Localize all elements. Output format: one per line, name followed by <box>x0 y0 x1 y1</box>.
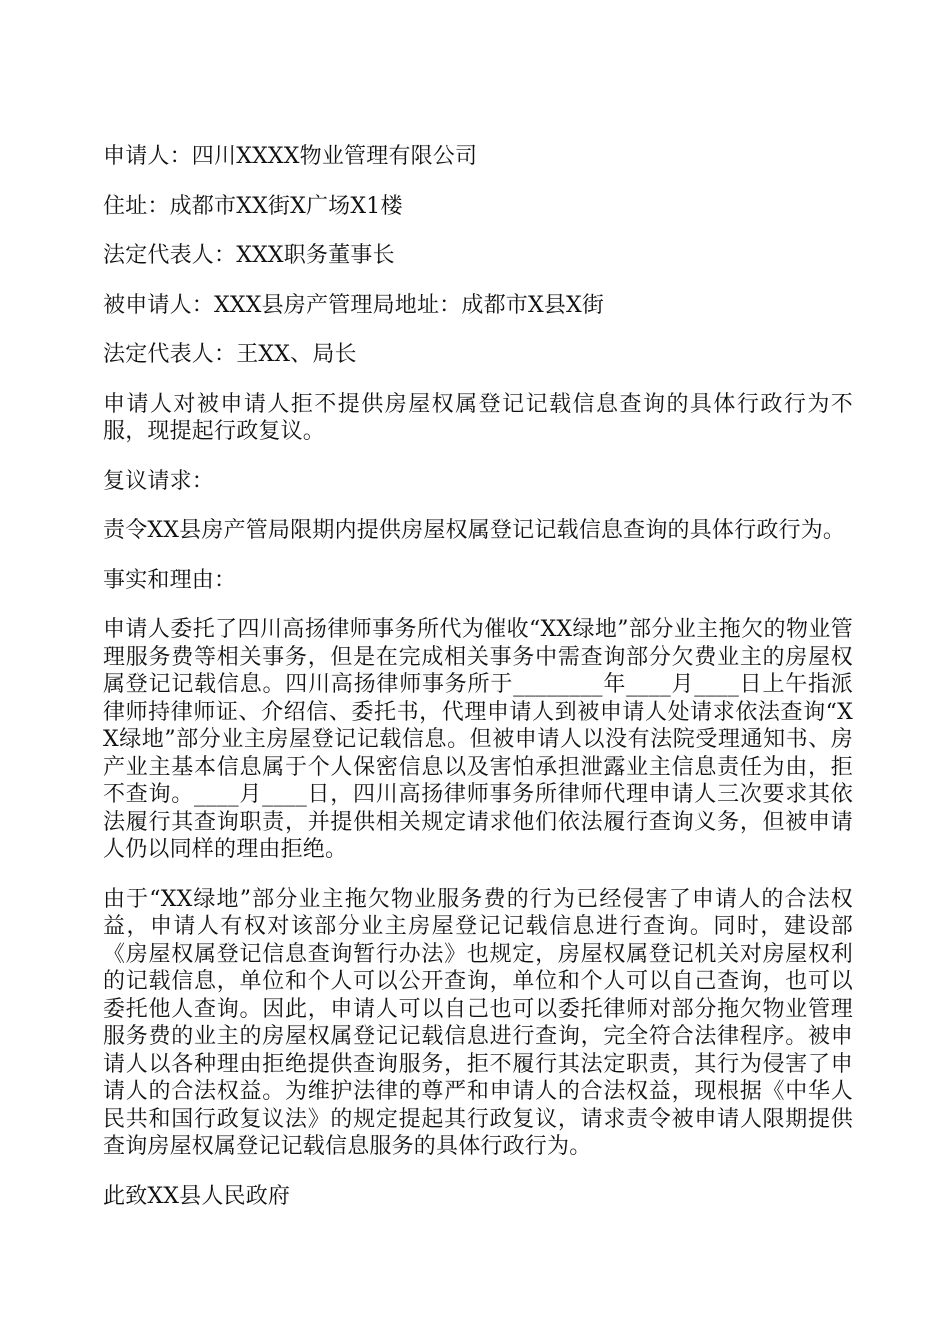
address-line: 住址：成都市XX街X广场X1楼 <box>103 193 403 219</box>
facts-paragraph: 申请人委托了四川高扬律师事务所代为催收“XX绿地”部分业主拖欠的物业管理服务费等相关事务，但是在完成相关事务中需查询部分欠费业主的房屋权属登记记载信息。四川高扬律师事务所于________年____月____日上午指派律师持律师证、介绍信、委托书，代理申请人到被申请人处请求依法查询“XX绿地”部分业主房屋登记记载信息。但被申请人以没有法院受理通知书、房产业主基本信息属于个人保密信息以及害怕承担泄露业主信息责任为由，拒不查询。____月____日，四川高扬律师事务所律师代理申请人三次要求其依法履行其查询职责，并提供相关规定请求他们依法履行查询义务，但被申请人仍以同样的理由拒绝。 <box>103 617 853 862</box>
legal-representative-line: 法定代表人：XXX职务董事长 <box>103 243 395 268</box>
request-heading: 复议请求： <box>103 468 215 494</box>
facts-heading: 事实和理由： <box>103 567 237 593</box>
applicant-line: 申请人：四川XXXX物业管理有限公司 <box>103 144 478 169</box>
intro-paragraph: 申请人对被申请人拒不提供房屋权属登记记载信息查询的具体行政行为不服，现提起行政复议。 <box>103 391 853 444</box>
reasons-paragraph: 由于“XX绿地”部分业主拖欠物业服务费的行为已经侵害了申请人的合法权益，申请人有权对该部分业主房屋登记记载信息进行查询。同时，建设部《房屋权属登记信息查询暂行办法》也规定，房屋权属登记机关对房屋权利的记载信息，单位和个人可以公开查询，单位和个人可以自己查询，也可以委托他人查询。因此，申请人可以自己也可以委托律师对部分拖欠物业管理服务费的业主的房屋权属登记记载信息进行查询，完全符合法律程序。被申请人以各种理由拒绝提供查询服务，拒不履行其法定职责，其行为侵害了申请人的合法权益。为维护法律的尊严和申请人的合法权益，现根据《中华人民共和国行政复议法》的规定提起其行政复议，请求责令被申请人限期提供查询房屋权属登记记载信息服务的具体行政行为。 <box>103 886 853 1159</box>
closing-line: 此致XX县人民政府 <box>103 1183 291 1209</box>
document-body <box>103 143 853 1232</box>
request-paragraph: 责令XX县房产管局限期内提供房屋权属登记记载信息查询的具体行政行为。 <box>103 518 846 543</box>
respondent-representative-line: 法定代表人：王XX、局长 <box>103 342 357 367</box>
respondent-line: 被申请人：XXX县房产管理局地址：成都市X县X街 <box>103 292 605 318</box>
